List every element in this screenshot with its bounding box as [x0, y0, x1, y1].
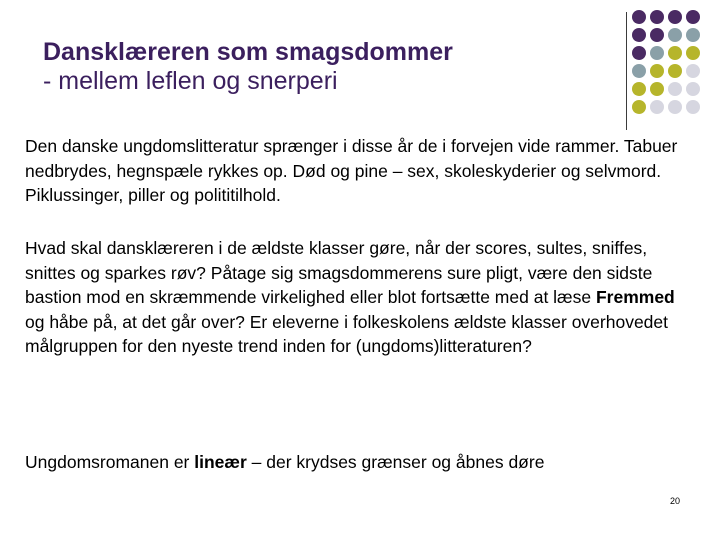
decorative-dot — [632, 100, 646, 114]
decorative-dot — [650, 82, 664, 96]
decorative-dot — [632, 10, 646, 24]
decorative-dot — [632, 46, 646, 60]
decorative-dot — [686, 10, 700, 24]
paragraph-2-bold: Fremmed — [595, 287, 675, 307]
decorative-dot — [650, 64, 664, 78]
decorative-dot — [686, 64, 700, 78]
decorative-dot — [632, 82, 646, 96]
decorative-dot — [686, 28, 700, 42]
paragraph-1: Den danske ungdomslitteratur sprænger i disse år de i forvejen vide rammer. Tabuer nedbrydes, hegnspæle rykkes op. Død og pine – sex, skoleskyderier og selvmord. Piklussinger, piller og polititilhold. — [25, 136, 678, 205]
title-line-2: - mellem leflen og snerperi — [43, 67, 338, 95]
decorative-dot — [686, 46, 700, 60]
decorative-dot — [668, 64, 682, 78]
decorative-dot-grid — [632, 10, 720, 120]
paragraph-2-text-a: Hvad skal dansklæreren i de ældste klasser gøre, når der scores, sultes, sniffes, snittes og sparkes røv? Påtage sig smagsdommerens sure pligt, være den sidste bastion mod en skræmmende virkelighed eller blot fortsætte med at læse — [25, 238, 653, 307]
decorative-dot — [632, 64, 646, 78]
decorative-dot — [668, 100, 682, 114]
paragraph-2-text-b: og håbe på, at det går over? Er eleverne i folkeskolens ældste klasser overhovedet målgruppen for den nyeste trend inden for (ungdoms)litteraturen? — [25, 311, 669, 356]
decorative-dot — [650, 10, 664, 24]
paragraph-3-text-b: – der krydses grænser og åbnes døre — [246, 452, 545, 472]
page-number: 20 — [669, 496, 680, 506]
decorative-dot — [668, 28, 682, 42]
decorative-dot — [668, 82, 682, 96]
decorative-dot — [632, 28, 646, 42]
paragraph-3-text-a: Ungdomsromanen er — [25, 452, 195, 472]
vertical-divider — [626, 12, 627, 130]
paragraph-3 — [25, 450, 685, 475]
title-line-1: Dansklæreren som smagsdommer — [43, 38, 453, 66]
decorative-dot — [686, 82, 700, 96]
decorative-dot — [686, 100, 700, 114]
paragraph-2 — [25, 236, 685, 359]
slide-title — [43, 38, 603, 96]
decorative-dot — [650, 28, 664, 42]
paragraph-3-bold: lineær — [194, 452, 247, 472]
decorative-dot — [668, 10, 682, 24]
decorative-dot — [650, 46, 664, 60]
decorative-dot — [650, 100, 664, 114]
decorative-dot — [668, 46, 682, 60]
